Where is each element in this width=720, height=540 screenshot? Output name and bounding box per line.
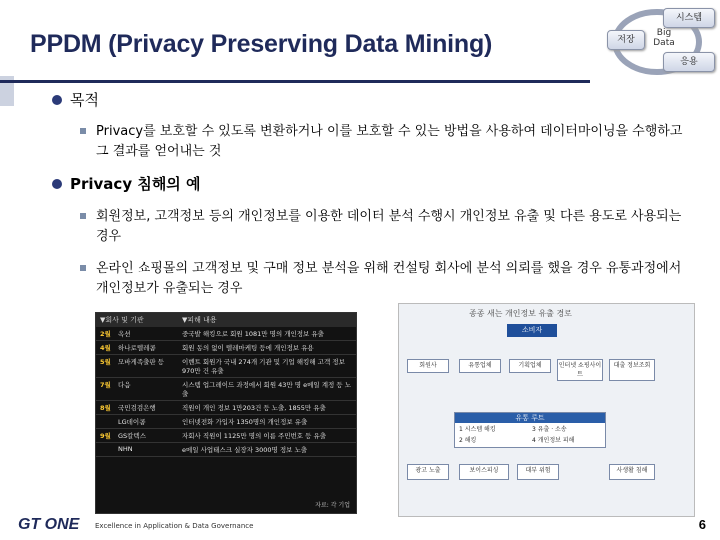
slide-title: PPDM (Privacy Preserving Data Mining) bbox=[30, 30, 493, 58]
page-number: 6 bbox=[698, 517, 706, 532]
table-cell-company: 옥션 bbox=[118, 330, 131, 338]
flow-item: 3 유출 · 소송 bbox=[532, 426, 567, 433]
table-cell-desc: 인터넷전화 가입자 1350명의 개인정보 유출 bbox=[182, 418, 308, 426]
cycle-node-system: 시스템 bbox=[663, 8, 715, 28]
bullet-square-icon bbox=[80, 128, 86, 134]
table-cell-year: 7월 bbox=[100, 381, 111, 389]
flow-item: 1 시스템 해킹 bbox=[459, 426, 496, 433]
flow-item: 2 해킹 bbox=[459, 437, 477, 444]
example-item bbox=[96, 207, 696, 247]
table-cell-company: GS칼텍스 bbox=[118, 432, 146, 440]
cycle-center-bigdata: Big Data bbox=[653, 28, 675, 48]
diagram-box: 회원사 bbox=[407, 359, 449, 373]
table-cell-company: 국민검검은행 bbox=[118, 404, 156, 412]
table-header bbox=[96, 313, 356, 327]
header-cell: ▼회사 및 기관 bbox=[100, 316, 144, 324]
diagram-box: 유통업체 bbox=[459, 359, 501, 373]
section-heading: Privacy 침해의 예 bbox=[70, 175, 201, 193]
table-cell-year: 8월 bbox=[100, 404, 111, 412]
flow-route-box bbox=[454, 412, 606, 448]
title-underline bbox=[0, 80, 590, 83]
table-row bbox=[96, 429, 356, 443]
bullet-square-icon bbox=[80, 213, 86, 219]
footer-tagline: Excellence in Application & Data Governance bbox=[95, 522, 254, 530]
table-row bbox=[96, 401, 356, 415]
table-row bbox=[96, 341, 356, 355]
bullet-text: Privacy를 보호할 수 있도록 변환하거나 이를 보호할 수 있는 방법을 사용하여 데이터마이닝을 수행하고 그 결과를 얻어내는 것 bbox=[96, 124, 683, 159]
table-row bbox=[96, 327, 356, 341]
flow-item: 4 개인정보 피해 bbox=[532, 437, 575, 444]
table-cell-desc: 자회사 직원이 1125만 명의 이름 주민번호 등 유출 bbox=[182, 432, 327, 440]
bullet-dot-icon bbox=[52, 95, 62, 105]
table-row bbox=[96, 415, 356, 429]
table-source: 자료: 각 기업 bbox=[315, 502, 350, 509]
diagram-box: 보이스피싱 bbox=[459, 464, 509, 480]
table-cell-desc: e메일 사업태스크 실장자 3000명 정보 노출 bbox=[182, 446, 308, 454]
table-cell-year: 5월 bbox=[100, 358, 111, 366]
table-row bbox=[96, 378, 356, 401]
diagram-box: 광고 노출 bbox=[407, 464, 449, 480]
incident-table bbox=[95, 312, 357, 514]
diagram-box: 대출 정보조회 bbox=[609, 359, 655, 381]
diagram-box: 사생활 침해 bbox=[609, 464, 655, 480]
flow-title: 유통 루트 bbox=[455, 413, 605, 423]
table-cell-company: 모바게족출판 등 bbox=[118, 358, 165, 366]
bullet-text: 온라인 쇼핑몰의 고객정보 및 구매 정보 분석을 위해 컨설팅 회사에 분석 의뢰를 했을 경우 유통과정에서 개인정보가 유출되는 경우 bbox=[96, 261, 682, 296]
diagram-box: 기획업체 bbox=[509, 359, 551, 373]
table-cell-company: LG데이콤 bbox=[118, 418, 146, 426]
consumer-box: 소비자 bbox=[507, 324, 557, 337]
company-logo: GT ONE bbox=[18, 516, 80, 533]
table-cell-year: 9월 bbox=[100, 432, 111, 440]
header-cell: ▼피해 내용 bbox=[182, 316, 217, 324]
cycle-node-storage: 저장 bbox=[607, 30, 645, 50]
diagram-title: 종종 새는 개인정보 유출 경로 bbox=[469, 309, 572, 318]
bullet-dot-icon bbox=[52, 179, 62, 189]
example-item bbox=[96, 259, 696, 299]
table-row bbox=[96, 443, 356, 457]
section-heading: 목적 bbox=[70, 91, 99, 109]
table-cell-desc: 중국발 해킹으로 회원 1081만 명의 개인정보 유출 bbox=[182, 330, 324, 338]
table-cell-desc: 회원 동의 없이 텔레마케팅 등에 개인정보 유용 bbox=[182, 344, 314, 352]
table-cell-desc: 시스템 업그레이드 과정에서 회원 43만 명 e메일 계정 등 노출 bbox=[182, 381, 352, 398]
diagram-box: 대부 위험 bbox=[517, 464, 559, 480]
leak-route-diagram bbox=[398, 303, 695, 517]
diagram-box: 인터넷 쇼핑사이트 bbox=[557, 359, 603, 381]
table-cell-company: 하나로텔레콤 bbox=[118, 344, 156, 352]
table-row bbox=[96, 355, 356, 378]
table-cell-year: 2월 bbox=[100, 330, 111, 338]
section-purpose bbox=[52, 89, 99, 110]
table-cell-desc: 직원이 개인 정보 1만203건 등 노출, 1855만 유출 bbox=[182, 404, 326, 412]
lifecycle-diagram bbox=[595, 0, 720, 90]
section-examples bbox=[52, 173, 201, 194]
bullet-text: 회원정보, 고객정보 등의 개인정보를 이용한 데이터 분석 수행시 개인정보 유출 및 다른 용도로 사용되는 경우 bbox=[96, 209, 682, 244]
table-cell-company: 다음 bbox=[118, 381, 131, 389]
table-cell-year bbox=[100, 417, 118, 426]
cycle-node-app: 응용 bbox=[663, 52, 715, 72]
table-cell-desc: 이벤트 회원가 국내 274개 기관 및 기업 해킹해 고객 정보 970만 건 유출 bbox=[182, 358, 345, 375]
bullet-square-icon bbox=[80, 265, 86, 271]
table-cell-company: NHN bbox=[118, 445, 133, 453]
table-cell-year bbox=[100, 445, 118, 454]
table-cell-year: 4월 bbox=[100, 344, 111, 352]
purpose-item bbox=[96, 122, 696, 162]
